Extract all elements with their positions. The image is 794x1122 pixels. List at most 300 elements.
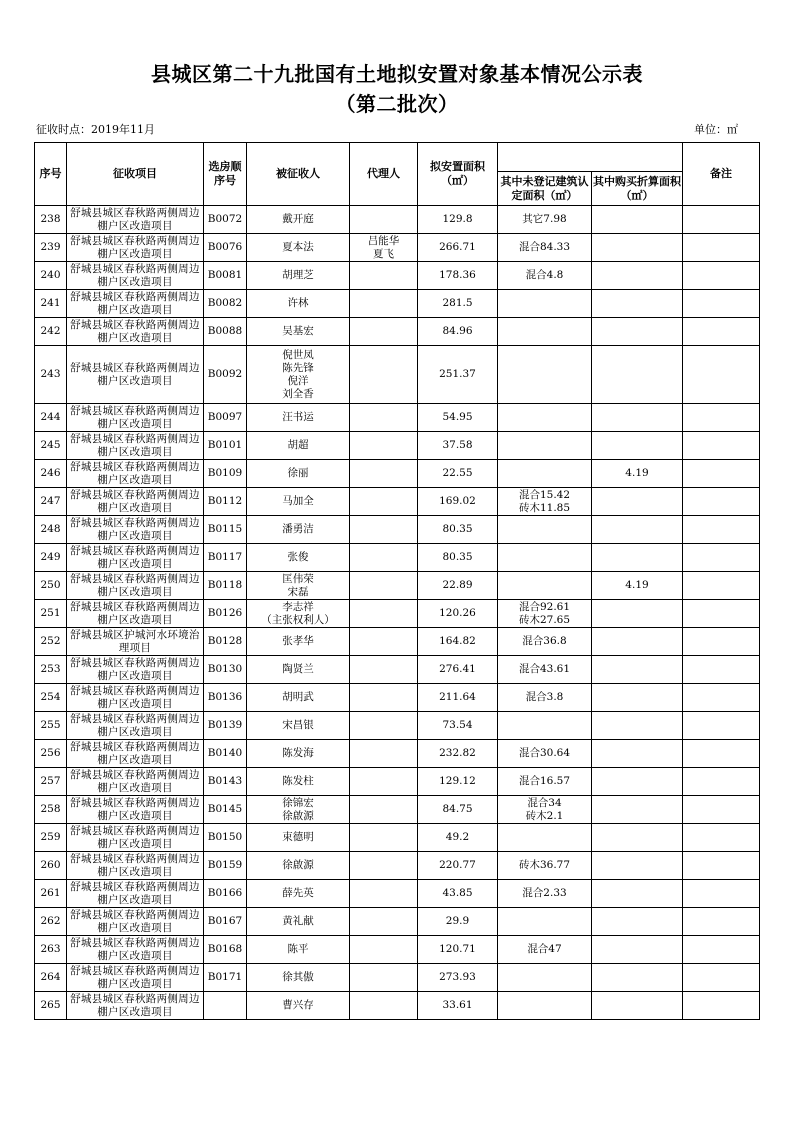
cell-project: 舒城县城区春秋路两侧周边棚户区改造项目 (67, 234, 204, 262)
cell-area: 276.41 (418, 656, 498, 684)
cell-unregistered (498, 852, 592, 880)
cell-person-line: 陈平 (287, 943, 309, 955)
cell-agent (350, 992, 418, 1020)
table-row (35, 432, 760, 460)
cell-remark (683, 404, 760, 432)
cell-room-no: B0136 (204, 684, 247, 712)
cell-person-line: 胡明武 (282, 691, 314, 703)
cell-person-line: 李志祥 (282, 600, 314, 613)
cell-room-no: B0166 (204, 880, 247, 908)
cell-unregistered (498, 992, 592, 1020)
cell-remark (683, 290, 760, 318)
cell-unregistered (498, 628, 592, 656)
cell-purchase (592, 290, 683, 318)
cell-room-no: B0081 (204, 262, 247, 290)
cell-person-line: 陈发柱 (282, 775, 314, 787)
cell-person-line: 张孝华 (282, 635, 314, 647)
cell-project: 舒城县城区春秋路两侧周边棚户区改造项目 (67, 290, 204, 318)
cell-purchase (592, 740, 683, 768)
cell-remark (683, 460, 760, 488)
cell-remark (683, 206, 760, 234)
cell-project: 舒城县城区春秋路两侧周边棚户区改造项目 (67, 488, 204, 516)
cell-purchase (592, 346, 683, 404)
cell-unregistered-line: 混合34 (527, 796, 562, 809)
cell-purchase (592, 544, 683, 572)
cell-seq: 260 (35, 852, 67, 880)
table-row (35, 852, 760, 880)
cell-project: 舒城县城区春秋路两侧周边棚户区改造项目 (67, 318, 204, 346)
cell-room-no: B0101 (204, 432, 247, 460)
table-row (35, 262, 760, 290)
cell-room-no: B0076 (204, 234, 247, 262)
cell-unregistered (498, 712, 592, 740)
cell-unregistered-line: 混合16.57 (518, 775, 571, 787)
cell-project: 舒城县城区春秋路两侧周边棚户区改造项目 (67, 460, 204, 488)
cell-person-line: 倪洋 (287, 374, 309, 387)
cell-room-no: B0126 (204, 600, 247, 628)
cell-seq: 250 (35, 572, 67, 600)
cell-purchase (592, 206, 683, 234)
cell-area: 22.89 (418, 572, 498, 600)
cell-seq: 246 (35, 460, 67, 488)
cell-purchase (592, 628, 683, 656)
cell-remark (683, 432, 760, 460)
cell-unregistered (498, 488, 592, 516)
cell-unregistered-line: 混合3.8 (525, 691, 564, 703)
cell-agent (350, 936, 418, 964)
cell-purchase: 4.19 (592, 572, 683, 600)
cell-unregistered-line: 混合43.61 (518, 663, 571, 675)
cell-remark (683, 880, 760, 908)
table-row (35, 460, 760, 488)
cell-agent (350, 852, 418, 880)
table-row (35, 740, 760, 768)
cell-area: 80.35 (418, 516, 498, 544)
cell-person (247, 206, 350, 234)
cell-unregistered (498, 796, 592, 824)
cell-unregistered (498, 600, 592, 628)
cell-remark (683, 318, 760, 346)
cell-remark (683, 712, 760, 740)
cell-area: 120.26 (418, 600, 498, 628)
cell-seq: 262 (35, 908, 67, 936)
cell-person-line: 黄礼献 (282, 915, 314, 927)
cell-remark (683, 516, 760, 544)
cell-person (247, 600, 350, 628)
cell-room-no: B0143 (204, 768, 247, 796)
cell-project: 舒城县城区春秋路两侧周边棚户区改造项目 (67, 432, 204, 460)
cell-seq: 244 (35, 404, 67, 432)
cell-remark (683, 768, 760, 796)
cell-unregistered (498, 516, 592, 544)
table-row (35, 964, 760, 992)
cell-person (247, 432, 350, 460)
cell-remark (683, 600, 760, 628)
cell-agent (350, 262, 418, 290)
cell-project: 舒城县城区春秋路两侧周边棚户区改造项目 (67, 656, 204, 684)
cell-remark (683, 936, 760, 964)
cell-person-line: 潘勇洁 (282, 523, 314, 535)
resettlement-table (34, 142, 760, 1020)
table-row (35, 796, 760, 824)
cell-person (247, 824, 350, 852)
cell-unregistered-line: 砖木2.1 (525, 809, 564, 822)
cell-room-no: B0139 (204, 712, 247, 740)
table-row (35, 600, 760, 628)
cell-seq: 253 (35, 656, 67, 684)
cell-purchase (592, 936, 683, 964)
table-row (35, 516, 760, 544)
cell-project: 舒城县城区春秋路两侧周边棚户区改造项目 (67, 852, 204, 880)
cell-seq: 247 (35, 488, 67, 516)
cell-person-line: 徐啟源 (282, 859, 314, 871)
cell-purchase (592, 600, 683, 628)
cell-unregistered (498, 768, 592, 796)
header-project: 征收项目 (67, 143, 204, 206)
table-row (35, 880, 760, 908)
cell-agent (350, 740, 418, 768)
cell-area: 281.5 (418, 290, 498, 318)
cell-unregistered (498, 908, 592, 936)
cell-area: 129.12 (418, 768, 498, 796)
cell-room-no: B0168 (204, 936, 247, 964)
cell-area: 37.58 (418, 432, 498, 460)
cell-purchase (592, 824, 683, 852)
cell-person-line: 束德明 (282, 831, 314, 843)
cell-area: 49.2 (418, 824, 498, 852)
cell-room-no: B0115 (204, 516, 247, 544)
header-agent: 代理人 (350, 143, 418, 206)
cell-room-no: B0145 (204, 796, 247, 824)
table-row (35, 290, 760, 318)
cell-unregistered (498, 290, 592, 318)
cell-area: 54.95 (418, 404, 498, 432)
cell-purchase (592, 908, 683, 936)
cell-person-line: 汪书运 (282, 411, 314, 423)
table-row (35, 572, 760, 600)
cell-agent (350, 656, 418, 684)
cell-person-line: 倪世凤 (282, 348, 314, 361)
cell-person (247, 768, 350, 796)
collect-time: 征收时点：2019年11月 (36, 123, 155, 136)
header-unregistered: 其中未登记建筑认定面积（㎡） (498, 172, 592, 206)
cell-unregistered (498, 318, 592, 346)
header-purchase: 其中购买折算面积（㎡） (592, 172, 683, 206)
cell-person (247, 628, 350, 656)
cell-purchase (592, 852, 683, 880)
cell-agent-line: 吕能华 (367, 234, 400, 247)
cell-person-line: 宋磊 (287, 585, 309, 598)
cell-unregistered (498, 432, 592, 460)
cell-project: 舒城县城区春秋路两侧周边棚户区改造项目 (67, 824, 204, 852)
cell-unregistered-line: 混合30.64 (518, 747, 571, 759)
table-row (35, 656, 760, 684)
cell-person-line: 胡超 (287, 439, 309, 451)
cell-person (247, 290, 350, 318)
cell-unregistered-line: 混合4.8 (525, 269, 564, 281)
cell-project: 舒城县城区春秋路两侧周边棚户区改造项目 (67, 346, 204, 404)
cell-project: 舒城县城区春秋路两侧周边棚户区改造项目 (67, 712, 204, 740)
table-row (35, 768, 760, 796)
cell-area: 73.54 (418, 712, 498, 740)
cell-unregistered (498, 346, 592, 404)
cell-agent (350, 206, 418, 234)
cell-remark (683, 628, 760, 656)
cell-person (247, 712, 350, 740)
cell-room-no: B0072 (204, 206, 247, 234)
cell-person-line: 徐锦宏 (282, 796, 314, 809)
cell-seq: 239 (35, 234, 67, 262)
cell-area: 211.64 (418, 684, 498, 712)
cell-unregistered (498, 206, 592, 234)
cell-seq: 265 (35, 992, 67, 1020)
cell-agent (350, 824, 418, 852)
cell-remark (683, 346, 760, 404)
cell-project: 舒城县城区春秋路两侧周边棚户区改造项目 (67, 206, 204, 234)
cell-agent (350, 318, 418, 346)
cell-person (247, 964, 350, 992)
cell-room-no: B0167 (204, 908, 247, 936)
cell-area: 164.82 (418, 628, 498, 656)
cell-unregistered (498, 262, 592, 290)
cell-person-line: 陶贤兰 (282, 663, 314, 675)
cell-room-no: B0150 (204, 824, 247, 852)
cell-project: 舒城县城区春秋路两侧周边棚户区改造项目 (67, 516, 204, 544)
page-title: 县城区第二十九批国有土地拟安置对象基本情况公示表 (151, 62, 643, 86)
cell-agent (350, 684, 418, 712)
cell-seq: 256 (35, 740, 67, 768)
header-blank (498, 143, 683, 172)
cell-remark (683, 992, 760, 1020)
page-subtitle: （第二批次） (335, 92, 459, 116)
cell-room-no: B0097 (204, 404, 247, 432)
cell-remark (683, 684, 760, 712)
cell-person (247, 404, 350, 432)
cell-project: 舒城县城区春秋路两侧周边棚户区改造项目 (67, 992, 204, 1020)
cell-agent (350, 460, 418, 488)
cell-purchase (592, 712, 683, 740)
cell-seq: 264 (35, 964, 67, 992)
cell-person-line: 许林 (287, 297, 309, 309)
cell-project: 舒城县城区春秋路两侧周边棚户区改造项目 (67, 740, 204, 768)
cell-person (247, 936, 350, 964)
cell-person-line: 吴基宏 (282, 325, 314, 337)
cell-area: 129.8 (418, 206, 498, 234)
cell-purchase (592, 796, 683, 824)
cell-seq: 251 (35, 600, 67, 628)
cell-remark (683, 796, 760, 824)
cell-person (247, 796, 350, 824)
cell-remark (683, 544, 760, 572)
cell-unregistered (498, 656, 592, 684)
cell-purchase (592, 964, 683, 992)
cell-agent (350, 516, 418, 544)
cell-person (247, 262, 350, 290)
cell-area: 169.02 (418, 488, 498, 516)
cell-agent (350, 600, 418, 628)
header-remark: 备注 (683, 143, 760, 206)
cell-seq: 255 (35, 712, 67, 740)
cell-person (247, 544, 350, 572)
table-row (35, 234, 760, 262)
cell-seq: 258 (35, 796, 67, 824)
cell-person-line: 马加全 (282, 495, 314, 507)
cell-seq: 242 (35, 318, 67, 346)
cell-unregistered (498, 404, 592, 432)
cell-project: 舒城县城区春秋路两侧周边棚户区改造项目 (67, 908, 204, 936)
cell-person-line: 陈先锋 (282, 361, 314, 374)
cell-unregistered (498, 234, 592, 262)
cell-remark (683, 656, 760, 684)
cell-remark (683, 262, 760, 290)
cell-area: 84.96 (418, 318, 498, 346)
cell-area: 33.61 (418, 992, 498, 1020)
cell-unregistered-line: 混合2.33 (522, 887, 567, 899)
cell-unregistered-line: 混合47 (527, 943, 562, 955)
cell-person-line: 宋昌银 (282, 719, 314, 731)
cell-agent (350, 290, 418, 318)
cell-room-no: B0159 (204, 852, 247, 880)
cell-person (247, 318, 350, 346)
unit-label: 单位：㎡ (694, 123, 738, 136)
cell-seq: 238 (35, 206, 67, 234)
cell-project: 舒城县城区春秋路两侧周边棚户区改造项目 (67, 768, 204, 796)
cell-project: 舒城县城区春秋路两侧周边棚户区改造项目 (67, 600, 204, 628)
table-row (35, 544, 760, 572)
cell-person-line: 张俊 (287, 551, 309, 563)
cell-unregistered (498, 460, 592, 488)
table-row (35, 346, 760, 404)
cell-agent (350, 880, 418, 908)
cell-person (247, 740, 350, 768)
cell-purchase (592, 880, 683, 908)
cell-seq: 252 (35, 628, 67, 656)
cell-purchase: 4.19 (592, 460, 683, 488)
table-row (35, 712, 760, 740)
cell-room-no: B0082 (204, 290, 247, 318)
cell-area: 43.85 (418, 880, 498, 908)
cell-person-line: 曹兴存 (282, 999, 314, 1011)
cell-purchase (592, 234, 683, 262)
cell-area: 29.9 (418, 908, 498, 936)
table-row (35, 992, 760, 1020)
cell-agent (350, 572, 418, 600)
cell-room-no: B0088 (204, 318, 247, 346)
cell-agent (350, 908, 418, 936)
cell-person (247, 656, 350, 684)
cell-agent (350, 234, 418, 262)
cell-unregistered-line: 混合36.8 (522, 635, 567, 647)
cell-agent (350, 346, 418, 404)
cell-remark (683, 964, 760, 992)
cell-purchase (592, 432, 683, 460)
cell-purchase (592, 488, 683, 516)
cell-unregistered (498, 572, 592, 600)
cell-agent-line: 夏飞 (373, 247, 394, 260)
cell-seq: 257 (35, 768, 67, 796)
cell-area: 84.75 (418, 796, 498, 824)
cell-unregistered-line: 混合92.61 (518, 600, 571, 613)
cell-agent (350, 768, 418, 796)
cell-remark (683, 572, 760, 600)
cell-seq: 254 (35, 684, 67, 712)
cell-purchase (592, 684, 683, 712)
cell-agent (350, 964, 418, 992)
cell-person-line: 胡理芝 (282, 269, 314, 281)
table-row (35, 318, 760, 346)
cell-project: 舒城县城区春秋路两侧周边棚户区改造项目 (67, 684, 204, 712)
cell-agent (350, 432, 418, 460)
cell-project: 舒城县城区春秋路两侧周边棚户区改造项目 (67, 796, 204, 824)
cell-person-line: 夏本法 (282, 241, 314, 253)
cell-agent (350, 628, 418, 656)
table-row (35, 936, 760, 964)
cell-project: 舒城县城区春秋路两侧周边棚户区改造项目 (67, 936, 204, 964)
cell-purchase (592, 516, 683, 544)
cell-remark (683, 824, 760, 852)
table-row (35, 628, 760, 656)
cell-remark (683, 488, 760, 516)
cell-unregistered-line: 砖木11.85 (518, 501, 571, 514)
cell-agent (350, 488, 418, 516)
header-area: 拟安置面积（㎡） (418, 143, 498, 206)
cell-seq: 249 (35, 544, 67, 572)
cell-remark (683, 740, 760, 768)
cell-room-no: B0118 (204, 572, 247, 600)
cell-seq: 261 (35, 880, 67, 908)
cell-person (247, 488, 350, 516)
cell-room-no: B0140 (204, 740, 247, 768)
cell-unregistered (498, 936, 592, 964)
table-row (35, 908, 760, 936)
cell-seq: 248 (35, 516, 67, 544)
cell-seq: 259 (35, 824, 67, 852)
cell-person-line: 徐其傲 (282, 971, 314, 983)
cell-unregistered-line: 混合84.33 (518, 241, 571, 253)
cell-room-no (204, 992, 247, 1020)
header-seq: 序号 (35, 143, 67, 206)
cell-person-line: 戴开庭 (282, 213, 314, 225)
cell-agent (350, 544, 418, 572)
cell-purchase (592, 262, 683, 290)
cell-person (247, 684, 350, 712)
cell-area: 266.71 (418, 234, 498, 262)
table-row (35, 488, 760, 516)
cell-person (247, 516, 350, 544)
cell-person (247, 572, 350, 600)
cell-area: 232.82 (418, 740, 498, 768)
cell-unregistered-line: 砖木36.77 (518, 859, 571, 871)
cell-person-line: 刘全香 (282, 387, 314, 400)
cell-person (247, 460, 350, 488)
cell-person-line: 徐啟源 (282, 809, 314, 822)
cell-project: 舒城县城区春秋路两侧周边棚户区改造项目 (67, 964, 204, 992)
cell-project: 舒城县城区春秋路两侧周边棚户区改造项目 (67, 572, 204, 600)
cell-unregistered (498, 740, 592, 768)
cell-person-line: （主张权利人） (261, 613, 335, 626)
cell-person-line: 薛先英 (282, 887, 314, 899)
cell-purchase (592, 992, 683, 1020)
cell-project: 舒城县城区春秋路两侧周边棚户区改造项目 (67, 880, 204, 908)
cell-person-line: 徐丽 (287, 467, 309, 479)
cell-purchase (592, 318, 683, 346)
cell-unregistered (498, 880, 592, 908)
cell-unregistered (498, 824, 592, 852)
cell-person-line: 匡伟荣 (282, 572, 314, 585)
header-room-no: 选房顺序号 (204, 143, 247, 206)
cell-area: 220.77 (418, 852, 498, 880)
cell-project: 舒城县城区护城河水环境治理项目 (67, 628, 204, 656)
